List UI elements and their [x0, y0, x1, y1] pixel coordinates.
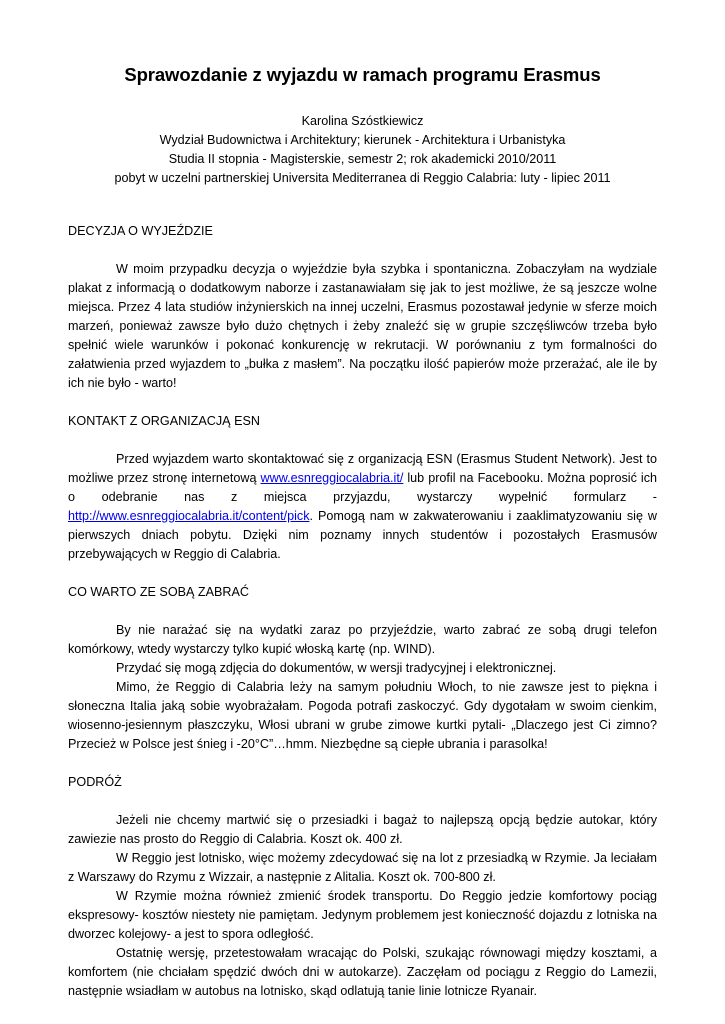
- section-travel: [68, 773, 657, 1001]
- esn-pickup-form-link[interactable]: http://www.esnreggiocalabria.it/content/pick: [68, 509, 310, 523]
- section-heading: DECYZJA O WYJEŹDZIE: [68, 224, 213, 238]
- paragraph: Mimo, że Reggio di Calabria leży na samym południu Włoch, to nie zawsze jest to piękna i słoneczna Italia jaką sobie wyobrażałam. Pogoda potrafi zaskoczyć. Gdy dygotałam w swoim cienkim, wiosenno-jesiennym płaszczyku, Włosi ubrani w grube zimowe kurtki pytali- „Dlaczego jest Ci zimno? Przecież w Polsce jest śnieg i -20°C”…hmm. Niezbędne są ciepłe ubrania i parasolka!: [68, 680, 657, 751]
- section-heading: CO WARTO ZE SOBĄ ZABRAĆ: [68, 585, 250, 599]
- paragraph: Przydać się mogą zdjęcia do dokumentów, w wersji tradycyjnej i elektronicznej.: [116, 661, 557, 675]
- author-block: [68, 112, 657, 188]
- author-stay: pobyt w uczelni partnerskiej Universita Mediterranea di Reggio Calabria: luty - lipiec 2011: [114, 171, 611, 185]
- paragraph: Ostatnię wersję, przetestowałam wracając do Polski, szukając równowagi między kosztami, a komfortem (nie chciałam spędzić dwóch dni w autokarze). Zaczęłam od pociągu z Reggio do Lamezii, następnie wsiadłam w autobus na lotnisko, skąd odlatują tanie linie lotnicze Ryanair.: [68, 946, 657, 998]
- section-decision: [68, 222, 657, 393]
- paragraph-text: Przed wyjazdem warto skontaktować się z organizacją ESN (Erasmus Student Network). Jest to możliwe przez stronę internetową: [68, 452, 657, 485]
- paragraph: W moim przypadku decyzja o wyjeździe była szybka i spontaniczna. Zobaczyłam na wydziale plakat z informacją o dodatkowym naborze i zastanawiałam się jak to jest możliwe, że są jeszcze wolne miejsca. Przez 4 lata studiów inżynierskich na innej uczelni, Erasmus pozostawał jedynie w sferze moich marzeń, ponieważ zawsze było dużo chętnych i żeby znaleźć się w grupie szczęśliwców trzeba było spełnić wiele warunków i pokonać konkurencję w rekrutacji. W porównaniu z tym formalności do załatwienia przed wyjazdem to „bułka z masłem”. Na początku ilość papierów może przerażać, ale ile by ich nie było - warto!: [68, 262, 657, 390]
- paragraph: Jeżeli nie chcemy martwić się o przesiadki i bagaż to najlepszą opcją będzie autokar, który zawiezie nas prosto do Reggio di Calabria. Koszt ok. 400 zł.: [68, 813, 657, 846]
- author-studies: Studia II stopnia - Magisterskie, semestr 2; rok akademicki 2010/2011: [168, 152, 557, 166]
- esn-website-link[interactable]: www.esnreggiocalabria.it/: [260, 471, 404, 485]
- paragraph-text: . Pomogą nam w zakwaterowaniu i zaaklimatyzowaniu się w pierwszych dniach pobytu. Dzięki nim poznamy innych studentów i pozostałych Erasmusów przebywających w Reggio di Calabria.: [68, 509, 657, 561]
- section-heading: PODRÓŻ: [68, 775, 122, 789]
- section-packing: [68, 583, 657, 754]
- author-name: Karolina Szóstkiewicz: [301, 114, 424, 128]
- document-title: Sprawozdanie z wyjazdu w ramach programu Erasmus: [124, 64, 601, 85]
- author-faculty: Wydział Budownictwa i Architektury; kierunek - Architektura i Urbanistyka: [159, 133, 566, 147]
- paragraph-text: lub profil na Facebooku. Można poprosić ich o odebranie nas z miejsca przyjazdu, wystarczy wypełnić formularz -: [68, 471, 657, 504]
- paragraph: W Rzymie można również zmienić środek transportu. Do Reggio jedzie komfortowy pociąg ekspresowy- kosztów niestety nie pamiętam. Jedynym problemem jest konieczność dojazdu z lotniska na dworzec kolejowy- a jest to spora odległość.: [68, 889, 657, 941]
- section-heading: KONTAKT Z ORGANIZACJĄ ESN: [68, 414, 260, 428]
- paragraph: By nie narażać się na wydatki zaraz po przyjeździe, warto zabrać ze sobą drugi telefon komórkowy, wtedy wystarczy tylko kupić włoską kartę (np. WIND).: [68, 623, 657, 656]
- paragraph: [68, 450, 657, 564]
- paragraph: W Reggio jest lotnisko, więc możemy zdecydować się na lot z przesiadką w Rzymie. Ja leciałam z Warszawy do Rzymu z Wizzair, a następnie z Alitalia. Koszt ok. 700-800 zł.: [68, 851, 657, 884]
- section-esn: [68, 412, 657, 564]
